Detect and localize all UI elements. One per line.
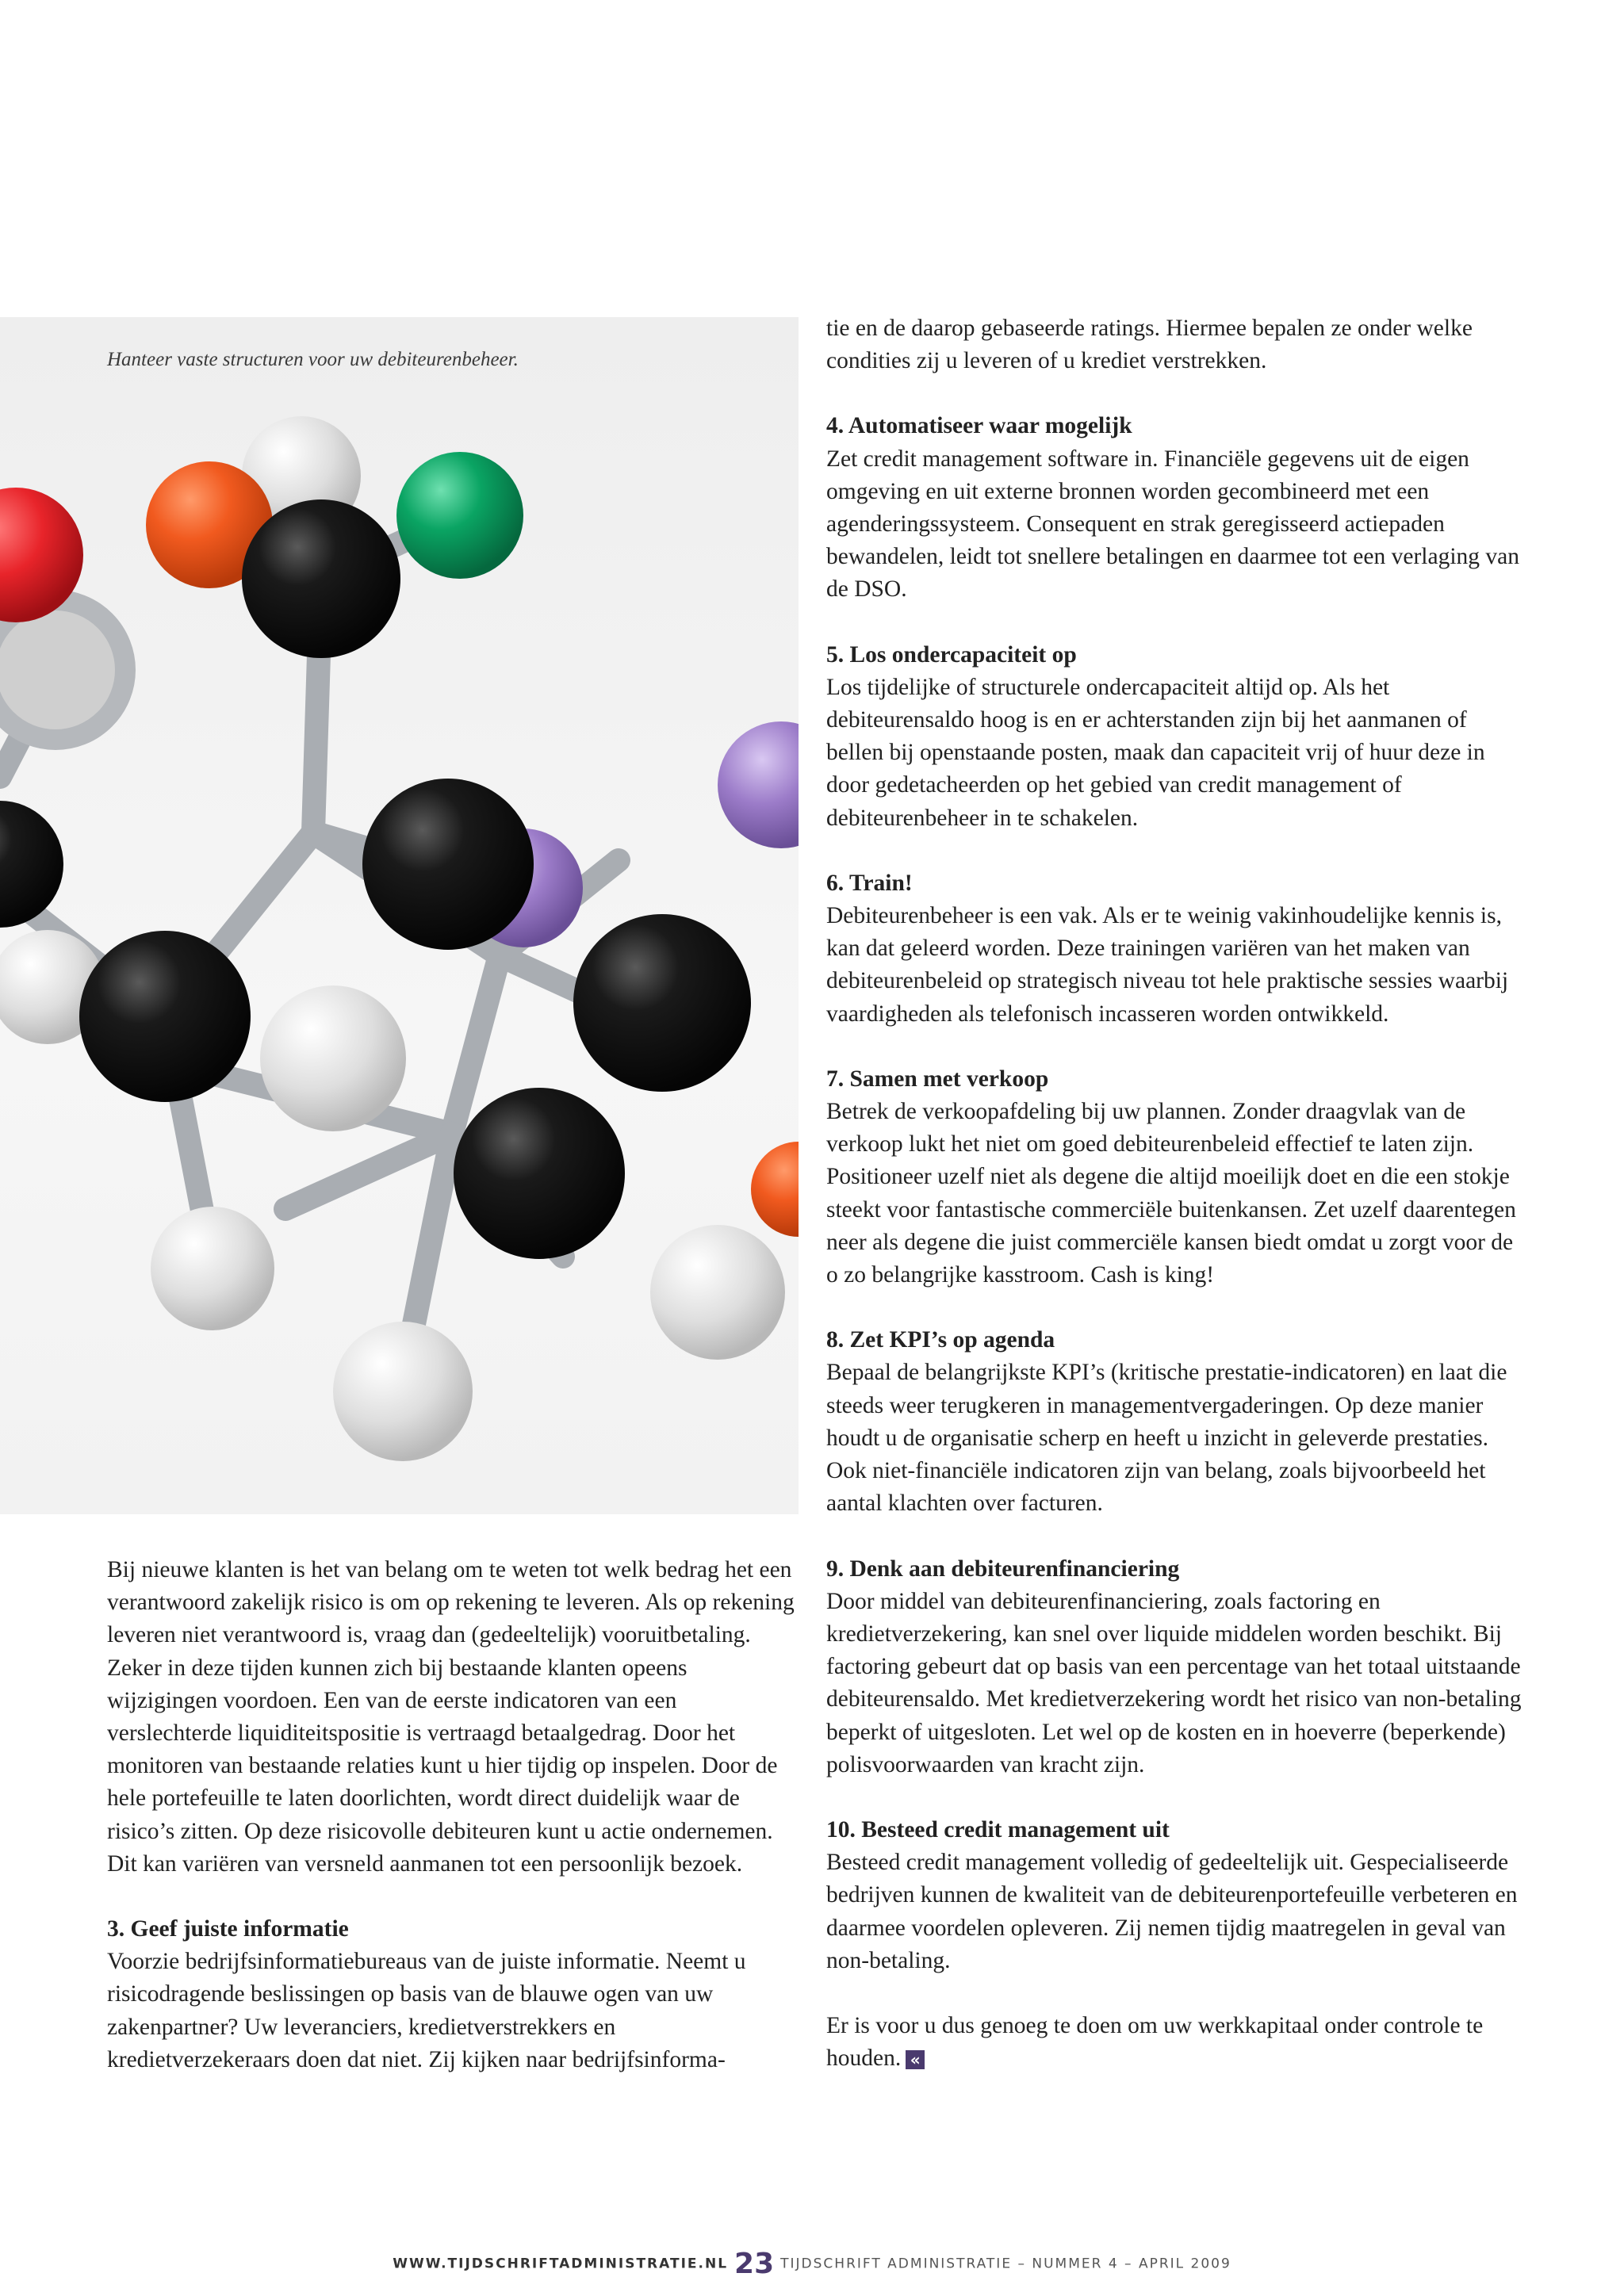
molecule-illustration bbox=[0, 317, 799, 1514]
section-7-heading: 7. Samen met verkoop bbox=[826, 1066, 1049, 1092]
monitoring-paragraph: Zeker in deze tijden kunnen zich bij bestaande klanten opeens wijzigingen voordoen. Een van de eerste indicatoren van een verslechterde liquiditeitspositie is vertraagd betaalgedrag. Door het monitoren van bestaande relaties kunt u hier tijdig op inspelen. Door de hele portefeuille te laten doorlichten, wordt direct duidelijk waar de risico’s zitten. Op deze risicovolle debiteuren kunt u actie ondernemen. Dit kan variëren van versneld aanmanen tot een persoonlijk bezoek. bbox=[107, 1655, 778, 1877]
section-5-body: Los tijdelijke of structurele ondercapaciteit altijd op. Als het debiteurensaldo hoog is en er achterstanden zijn bij het aanmanen of bellen bij openstaande posten, maak dan capaciteit vrij of huur deze in door gedetacheerden op het gebied van credit management of debiteurenbeheer in te schakelen. bbox=[826, 674, 1485, 831]
page-number: 23 bbox=[734, 2248, 775, 2280]
footer-website[interactable]: WWW.TIJDSCHRIFTADMINISTRATIE.NL bbox=[393, 2256, 729, 2272]
intro-paragraph: Bij nieuwe klanten is het van belang om te weten tot welk bedrag het een verantwoord zakelijk risico is om op rekening te leveren. Als op rekening leveren niet verantwoord is, vraag dan (gedeeltelijk) vooruitbetaling. bbox=[107, 1557, 795, 1648]
section-4-heading: 4. Automatiseer waar mogelijk bbox=[826, 413, 1132, 439]
photo-caption: Hanteer vaste structuren voor uw debiteurenbeheer. bbox=[107, 349, 519, 370]
end-of-article-icon: « bbox=[906, 2050, 925, 2069]
section-10-heading: 10. Besteed credit management uit bbox=[826, 1816, 1170, 1843]
section-7-body: Betrek de verkoopafdeling bij uw plannen. Zonder draagvlak van de verkoop lukt het niet om goed debiteurenbeleid effectief te laten zijn. Positioneer uzelf niet als degene die altijd moeilijk doet en die een stokje steekt voor fantastische commerciële buitenkansen. Zet uzelf daarentegen neer als degene die juist commerciële kansen biedt omdat u zorgt voor de o zo belangrijke kasstroom. Cash is king! bbox=[826, 1099, 1516, 1288]
section-8-body: Bepaal de belangrijkste KPI’s (kritische prestatie-indicatoren) en laat die steeds weer terugkeren in managementvergaderingen. Op deze manier houdt u de organisatie scherp en heeft u inzicht in geleverde prestaties. Ook niet-financiële indicatoren zijn van belang, zoals bijvoorbeeld het aantal klachten over facturen. bbox=[826, 1360, 1507, 1517]
left-column bbox=[107, 1554, 801, 2076]
section-3-heading: 3. Geef juiste informatie bbox=[107, 1916, 349, 1942]
section-6-heading: 6. Train! bbox=[826, 870, 913, 896]
molecule-photo bbox=[0, 317, 799, 1514]
section-8-heading: 8. Zet KPI’s op agenda bbox=[826, 1327, 1055, 1353]
section-5-heading: 5. Los ondercapaciteit op bbox=[826, 641, 1077, 668]
section-9-body: Door middel van debiteurenfinanciering, zoals factoring en kredietverzekering, kan snel over liquide middelen worden beschikt. Bij factoring gebeurt dat op basis van een percentage van het totaal uitstaande debiteurensaldo. Met kredietverzekering wordt het risico van non-betaling beperkt of uitgesloten. Let wel op de kosten en in hoeverre (beperkende) polisvoorwaarden van kracht zijn. bbox=[826, 1588, 1522, 1777]
page-footer bbox=[0, 2248, 1624, 2280]
closing-paragraph bbox=[826, 2010, 1522, 2075]
section-3-body: Voorzie bedrijfsinformatiebureaus van de juiste informatie. Neemt u risicodragende beslissingen op basis van de blauwe ogen van uw zakenpartner? Uw leveranciers, kredietverstrekkers en kredietverzekeraars doen dat niet. Zij kijken naar bedrijfsinforma- bbox=[107, 1949, 746, 2072]
section-9-heading: 9. Denk aan debiteurenfinanciering bbox=[826, 1556, 1180, 1582]
footer-magazine-info: TIJDSCHRIFT ADMINISTRATIE – NUMMER 4 – APRIL 2009 bbox=[780, 2256, 1231, 2272]
section-6-body: Debiteurenbeheer is een vak. Als er te weinig vakinhoudelijke kennis is, kan dat geleerd worden. Deze trainingen variëren van het maken van debiteurenbeleid op strategisch niveau tot hele praktische sessies waarbij vaardigheden als telefonisch incasseren worden ontwikkeld. bbox=[826, 903, 1509, 1027]
right-column bbox=[826, 312, 1522, 2075]
section-4-body: Zet credit management software in. Financiële gegevens uit de eigen omgeving en uit externe bronnen worden gecombineerd met een agenderingssysteem. Consequent en strak geregisseerd actiepaden bewandelen, leidt tot snellere betalingen en daarmee tot een verlaging van de DSO. bbox=[826, 446, 1519, 603]
section-10-body: Besteed credit management volledig of gedeeltelijk uit. Gespecialiseerde bedrijven kunnen de kwaliteit van de debiteurenportefeuille verbeteren en daarmee voordelen opleveren. Zij nemen tijdig maatregelen in geval van non-betaling. bbox=[826, 1850, 1518, 1973]
closing-text: Er is voor u dus genoeg te doen om uw werkkapitaal onder controle te houden. bbox=[826, 2012, 1484, 2072]
section-3-continued: tie en de daarop gebaseerde ratings. Hiermee bepalen ze onder welke condities zij u leveren of u krediet verstrekken. bbox=[826, 316, 1473, 374]
